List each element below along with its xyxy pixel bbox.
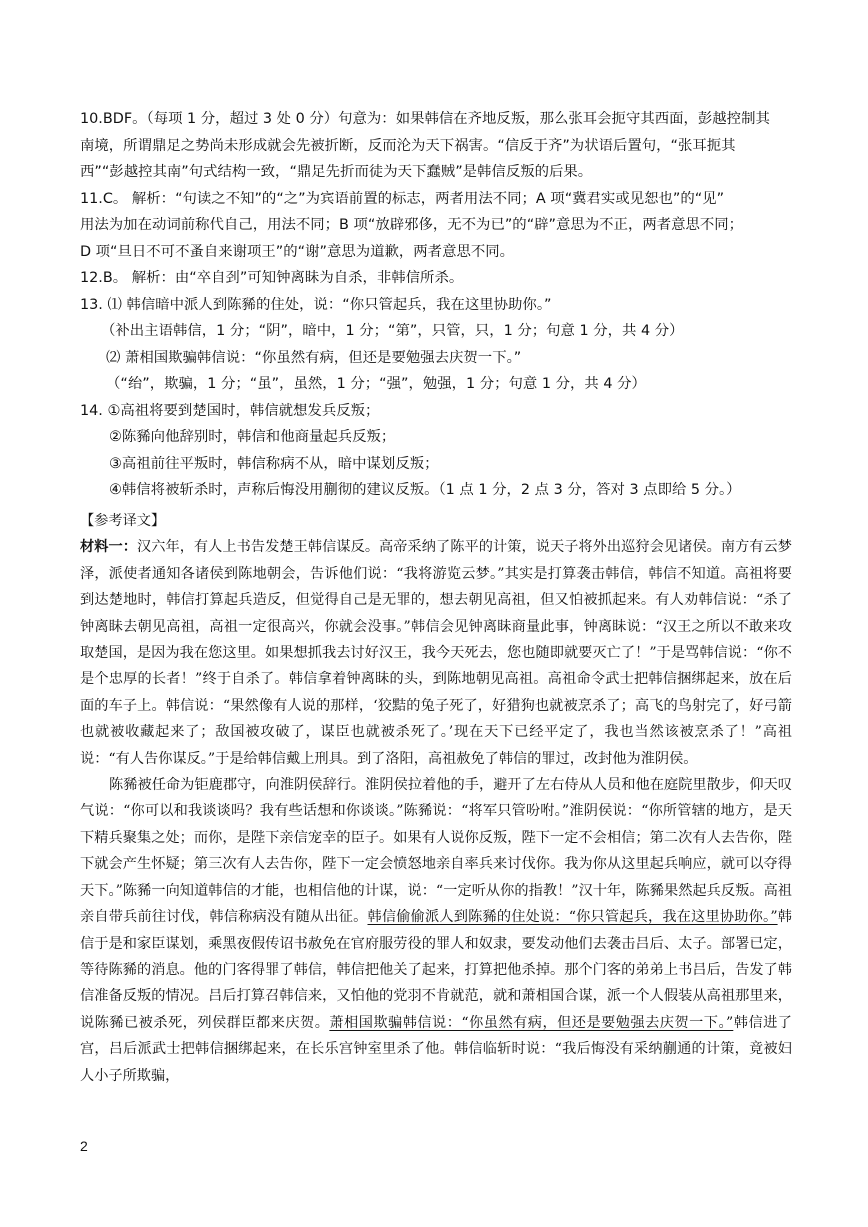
translation-paragraph-2-part-a: 陈豨被任命为钜鹿郡守，向淮阴侯辞行。淮阴侯拉着他的手，避开了左右侍从人员和他在庭院里散步，仰天叹气说：“你可以和我谈谈吗？我有些话想和你谈谈。”陈豨说：“将军只管吩咐。”淮阴侯说：“你所管辖的地方，是天下精兵聚集之处；而你，是陛下亲信宠幸的臣子。如果有人说你反叛，陛下一定不会相信；第二次有人去告你，陛下就会产生怀疑；第三次有人去告你，陛下一定会愤怒地亲自率兵来讨伐你。我为你从这里起兵响应，就可以夺得天下。”陈豨一向知道韩信的才能，也相信他的计谋，说：“一定听从你的指教！”汉十年，陈豨果然起兵反叛。高祖亲自带兵前往讨伐，韩信称病没有随从出征。 <box>80 777 792 926</box>
translation-paragraph-2 <box>80 772 792 1089</box>
answer-11-line-3: D 项“旦日不可不蚤自来谢项王”的“谢”意思为道歉，两者意思不同。 <box>80 243 515 260</box>
translation-section <box>80 508 792 1089</box>
answer-13-item-2: ⑵ 萧相国欺骗韩信说：“你虽然有病，但还是要勉强去庆贺一下。” <box>106 349 522 366</box>
underlined-sentence-2: 萧相国欺骗韩信说：“你虽然有病，但还是要勉强去庆贺一下。” <box>329 1014 734 1031</box>
material-label: 材料一： <box>80 539 137 556</box>
answer-12: 12.B。 解析：由“卒自刭”可知钟离眛为自杀，非韩信所杀。 <box>80 270 464 286</box>
answer-13-note-1: （补出主语韩信，1 分；“阴”，暗中，1 分；“第”，只管，只，1 分；句意 1 分，共 4 分） <box>101 323 684 339</box>
translation-paragraph-1 <box>80 534 792 772</box>
answer-11-line-1: 11.C。 解析：“句读之不知”的“之”为宾语前置的标志，两者用法不同；A 项“冀君实或见恕也”的“见” <box>80 190 725 207</box>
answer-11-line-2: 用法为加在动词前称代自己，用法不同；B 项“放辟邪侈，无不为已”的“辟”意思为不正，两者意思不同； <box>80 217 744 233</box>
underlined-sentence-1: 韩信偷偷派人到陈豨的住处说：“你只管起兵，我在这里协助你。” <box>367 909 778 926</box>
answer-14-point-4: ④韩信将被斩杀时，声称后悔没用蒯彻的建议反叛。（1 点 1 分，2 点 3 分，答对 3 点即给 5 分。） <box>109 482 741 498</box>
answer-10-line-3: 西”“彭越控其南”句式结构一致，“鼎足先折而徒为天下蠢贼”是韩信反叛的后果。 <box>80 164 593 180</box>
page-number: 2 <box>80 1138 88 1154</box>
answer-10-line-1: 10.BDF。（每项 1 分，超过 3 处 0 分）句意为：如果韩信在齐地反叛，那么张耳会扼守其西面，彭越控制其 <box>80 111 770 127</box>
answer-14-point-2: ②陈豨向他辞别时，韩信和他商量起兵反叛； <box>109 429 396 445</box>
answer-section <box>80 106 792 504</box>
answer-10-line-2: 南境，所谓鼎足之势尚未形成就会先被折断，反而沦为天下祸害。“信反于齐”为状语后置句，“张耳扼其 <box>80 137 736 154</box>
answer-13-item-1: 13. ⑴ 韩信暗中派人到陈豨的住处，说：“你只管起兵，我在这里协助你。” <box>80 296 552 313</box>
translation-heading-text: 【参考译文】 <box>80 513 166 529</box>
answer-14-point-1: 14. ①高祖将要到楚国时，韩信就想发兵反叛； <box>80 402 380 419</box>
translation-paragraph-1-text: 汉六年，有人上书告发楚王韩信谋反。高帝采纳了陈平的计策，说天子将外出巡狩会见诸侯。南方有云梦泽，派使者通知各诸侯到陈地朝会，告诉他们说：“我将游览云梦。”其实是打算袭击韩信，韩信不知道。高祖将要到达楚地时，韩信打算起兵造反，但觉得自己是无罪的，想去朝见高祖，但又怕被抓起来。有人劝韩信说：“杀了钟离眛去朝见高祖，高祖一定很高兴，你就会没事。”韩信会见钟离眛商量此事，钟离眛说：“汉王之所以不敢来攻取楚国，是因为我在您这里。如果想抓我去讨好汉王，我今天死去，您也随即就要灭亡了！”于是骂韩信说：“你不是个忠厚的长者！”终于自杀了。韩信拿着钟离眛的头，到陈地朝见高祖。高祖命令武士把韩信捆绑起来，放在后面的车子上。韩信说：“果然像有人说的那样，‘狡黠的兔子死了，好猎狗也就被烹杀了；高飞的鸟射完了，好弓箭也就被收藏起来了；敌国被攻破了，谋臣也就被杀死了。’现在天下已经平定了，我也当然该被烹杀了！”高祖说：“有人告你谋反。”于是给韩信戴上刑具。到了洛阳，高祖赦免了韩信的罪过，改封他为淮阴侯。 <box>80 539 792 767</box>
translation-heading <box>80 508 792 534</box>
translation-paragraph-2-part-b: 韩信于是和家臣谋划，乘黑夜假传诏书赦免在官府服劳役的罪人和奴隶，要发动他们去袭击吕后、太子。部署已定，等待陈豨的消息。他的门客得罪了韩信，韩信把他关了起来，打算把他杀掉。那个门客的弟弟上书吕后，告发了韩信准备反叛的情况。吕后打算召韩信来，又怕他的党羽不肯就范，就和萧相国合谋，派一个人假装从高祖那里来，说陈豨已被杀死，列侯群臣都来庆贺。 <box>80 909 792 1031</box>
answer-14-point-3: ③高祖前往平叛时，韩信称病不从，暗中谋划反叛； <box>109 455 439 472</box>
answer-13-note-2: （“绐”，欺骗，1 分；“虽”，虽然，1 分；“强”，勉强，1 分；句意 1 分，共 4 分） <box>106 376 646 392</box>
translation-paragraph-2-part-c: 韩信进了宫，吕后派武士把韩信捆绑起来，在长乐宫钟室里杀了他。韩信临斩时说：“我后悔没有采纳蒯通的计策，竟被妇人小子所欺骗， <box>80 1014 792 1084</box>
